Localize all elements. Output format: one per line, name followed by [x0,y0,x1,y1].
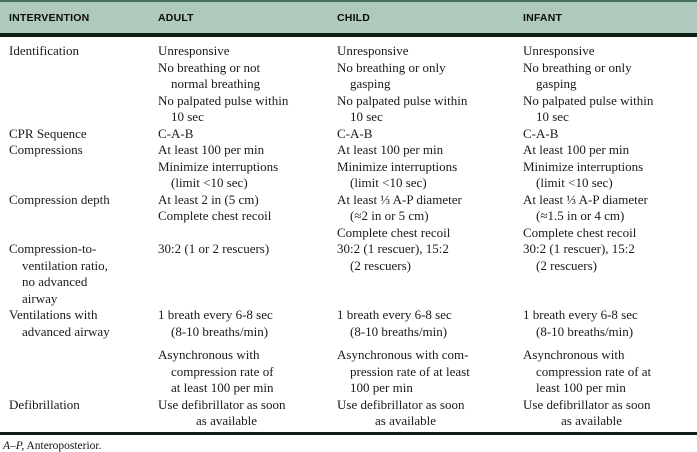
cell-paragraph [158,347,337,397]
cell-intervention [0,142,158,192]
cell-line: Minimize interruptions [337,158,458,174]
cell-line: (limit <10 sec) [350,175,427,190]
cell-paragraph [337,347,523,397]
cell-intervention [0,397,158,430]
cell-intervention [0,126,158,143]
cell-line: Defibrillation [9,396,80,412]
paragraph-gap [523,340,697,347]
cell-line: ventilation ratio, [22,257,108,273]
header-row [0,1,697,35]
cell-line: Minimize interruptions [523,158,644,174]
cell-line: Complete chest recoil [337,224,451,240]
cell-paragraph [337,159,523,192]
cell-line: as available [375,413,436,428]
cell-line: At least 100 per min [158,142,265,157]
cell-infant [523,192,697,242]
cell-paragraph [337,397,523,430]
cell-adult [158,142,337,192]
cell-line: 30:2 (1 rescuer), 15:2 [337,241,449,256]
cell-line: compression rate of [171,363,274,379]
cell-line: advanced airway [22,323,110,339]
cell-line: (8-10 breaths/min) [350,323,448,339]
cell-line: At least 2 in (5 cm) [158,191,259,207]
cell-paragraph [158,397,337,430]
cell-paragraph [523,60,697,93]
cell-adult [158,241,337,307]
cell-infant [523,142,697,192]
cell-line: (≈2 in or 5 cm) [350,208,429,223]
header-child: CHILD [337,1,523,35]
footnote-abbreviation: A–P, [3,439,25,452]
cell-child [337,192,523,242]
cell-line: Unresponsive [158,43,230,58]
cell-line: No breathing or only [523,59,632,75]
cell-paragraph [523,397,697,430]
cell-adult [158,35,337,126]
cell-paragraph [523,347,697,397]
paragraph-gap [337,340,523,347]
cell-line: Minimize interruptions [158,158,279,174]
cell-paragraph [523,241,697,274]
table-row [0,126,697,143]
header-adult: ADULT [158,1,337,35]
cell-line: CPR Sequence [9,125,87,141]
cell-line: 10 sec [536,109,569,124]
cell-line: Complete chest recoil [158,208,272,223]
cell-paragraph [523,307,697,340]
cell-line: 1 breath every 6-8 sec [523,307,638,322]
cell-line: as available [196,413,257,428]
cell-infant [523,35,697,126]
cell-line: 30:2 (1 rescuer), 15:2 [523,241,635,256]
cell-paragraph [9,307,158,340]
cell-intervention [0,307,158,397]
cell-line: No breathing or not [158,59,261,75]
cell-line: gasping [350,76,391,91]
cell-paragraph [158,93,337,126]
cell-line: (limit <10 sec) [536,175,613,190]
cell-paragraph [523,43,697,60]
cell-paragraph [337,225,523,242]
cell-paragraph [337,307,523,340]
header-intervention: INTERVENTION [0,1,158,35]
cell-line: At least 100 per min [523,142,630,157]
footnote [0,435,697,452]
cell-line: No palpated pulse within [158,92,289,108]
cell-paragraph [337,142,523,159]
table-row [0,241,697,307]
table-header [0,1,697,35]
cell-line: Asynchronous with com- [337,347,469,362]
cell-line: Ventilations with [9,307,98,322]
cell-paragraph [523,159,697,192]
cell-line: C-A-B [523,125,559,141]
header-infant: INFANT [523,1,697,35]
cell-paragraph [158,241,337,258]
cell-line: C-A-B [337,125,373,141]
cell-intervention [0,241,158,307]
cell-line: At least ⅓ A-P diameter [337,191,462,207]
cell-line: Complete chest recoil [523,224,637,240]
table-row [0,397,697,430]
cell-line: Compression depth [9,191,110,207]
cell-line: compression rate of at [536,363,652,379]
cell-paragraph [158,192,337,209]
cell-line: gasping [536,76,577,91]
cell-line: (8-10 breaths/min) [171,323,269,339]
table-row [0,35,697,126]
cell-line: 10 sec [350,109,383,124]
cell-line: Unresponsive [337,43,409,58]
table-row [0,307,697,397]
cell-line: no advanced [22,274,88,289]
cell-child [337,241,523,307]
cell-paragraph [158,126,337,143]
cell-line: Use defibrillator as soon [158,396,286,412]
cell-line: Asynchronous with [158,347,260,362]
cell-paragraph [158,43,337,60]
cell-line: least 100 per min [536,380,626,395]
cell-paragraph [523,93,697,126]
cell-line: Use defibrillator as soon [337,396,465,412]
cell-adult [158,192,337,242]
cell-paragraph [523,126,697,143]
cell-intervention [0,192,158,242]
cell-line: 100 per min [350,380,413,395]
cell-child [337,142,523,192]
cell-child [337,35,523,126]
footnote-text: Anteroposterior. [26,439,102,452]
cell-line: At least ⅓ A-P diameter [523,191,648,207]
cell-line: No palpated pulse within [523,92,654,108]
cell-intervention [0,35,158,126]
cell-line: 30:2 (1 or 2 rescuers) [158,241,270,256]
cell-line: pression rate of at least [350,363,470,379]
cell-line: (2 rescuers) [536,257,597,273]
cell-paragraph [9,241,158,307]
cell-line: No palpated pulse within [337,92,468,108]
cell-line: 10 sec [171,109,204,124]
cell-line: as available [561,413,622,428]
cell-infant [523,397,697,430]
cell-paragraph [9,192,158,209]
cell-paragraph [337,241,523,274]
cell-paragraph [158,142,337,159]
cell-paragraph [158,60,337,93]
cell-paragraph [337,192,523,225]
cell-adult [158,126,337,143]
cell-line: No breathing or only [337,59,446,75]
cell-line: (limit <10 sec) [171,175,248,190]
cell-infant [523,241,697,307]
cell-line: Use defibrillator as soon [523,396,651,412]
table-body [0,35,697,430]
paragraph-gap [158,340,337,347]
cell-paragraph [523,142,697,159]
cell-paragraph [158,208,337,225]
cell-line: (8-10 breaths/min) [536,323,634,339]
cell-line: Identification [9,43,80,58]
cell-line: Compression-to- [9,241,97,256]
table-row [0,192,697,242]
cell-paragraph [9,142,158,159]
cell-paragraph [9,126,158,143]
cell-child [337,126,523,143]
cell-line: normal breathing [171,76,261,91]
cell-line: Asynchronous with [523,347,625,362]
cell-paragraph [9,43,158,60]
cell-paragraph [337,60,523,93]
cell-line: At least 100 per min [337,142,444,157]
cell-line: airway [22,290,58,306]
cell-line: 1 breath every 6-8 sec [337,307,452,322]
cell-line: Compressions [9,142,83,157]
cell-adult [158,307,337,397]
cell-paragraph [523,192,697,225]
cell-line: Unresponsive [523,43,595,58]
cell-child [337,307,523,397]
cell-paragraph [337,93,523,126]
cell-paragraph [523,225,697,242]
cell-paragraph [337,43,523,60]
cell-line: 1 breath every 6-8 sec [158,307,273,322]
cell-paragraph [337,126,523,143]
cell-infant [523,307,697,397]
cell-line: (2 rescuers) [350,257,411,273]
cell-adult [158,397,337,430]
cell-infant [523,126,697,143]
cell-line: C-A-B [158,125,194,141]
cell-paragraph [158,159,337,192]
cell-line: at least 100 per min [171,380,274,395]
cell-paragraph [9,397,158,414]
cell-paragraph [158,307,337,340]
table-row [0,142,697,192]
cell-child [337,397,523,430]
cell-line: (≈1.5 in or 4 cm) [536,208,625,223]
